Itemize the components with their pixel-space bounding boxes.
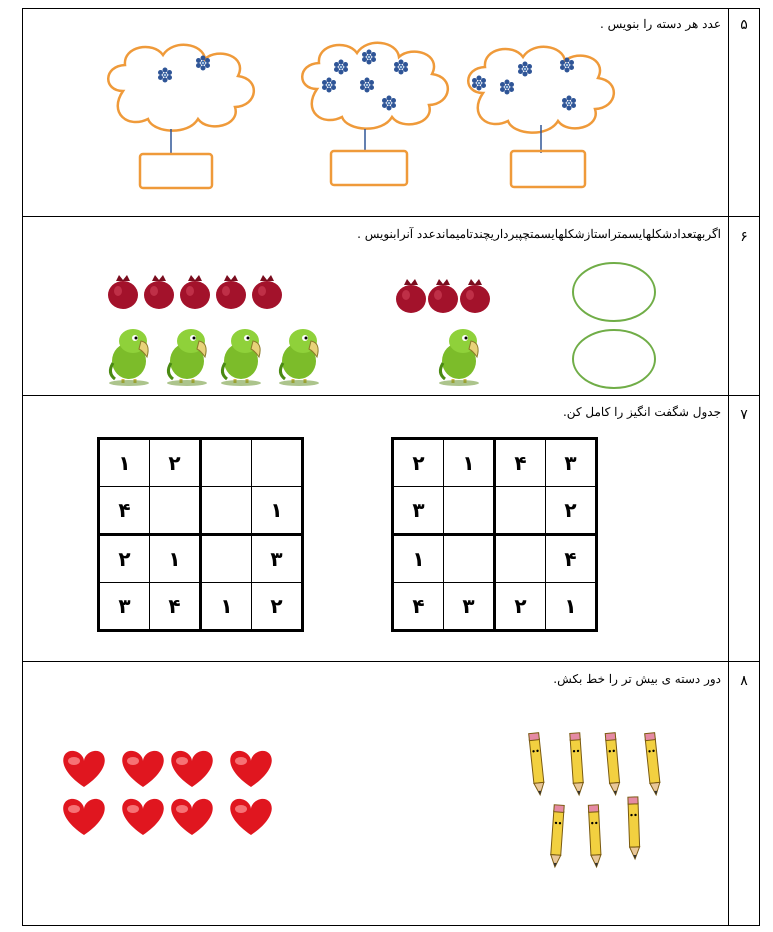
question-text-5: عدد هر دسته را بنویس . bbox=[599, 17, 721, 31]
question-text-8: دور دسته ی بیش تر را خط بکش. bbox=[553, 672, 721, 686]
question-number-5: ۵ bbox=[740, 17, 748, 33]
grid-cell: ۴ bbox=[495, 439, 546, 487]
question-number-8: ۸ bbox=[740, 673, 748, 689]
grid-cell[interactable] bbox=[150, 487, 201, 535]
q5-cloud-3 bbox=[468, 47, 614, 153]
q5-cloud-2 bbox=[302, 43, 448, 151]
grid-cell: ۱ bbox=[201, 583, 252, 631]
grid-cell[interactable] bbox=[495, 487, 546, 535]
question-text-6: اگربهتعدادشکلهایسمتراستازشکلهایسمتچپبرداریچندتامیماندعدد آنرابنویس . bbox=[357, 227, 721, 241]
grid-cell: ۳ bbox=[444, 583, 495, 631]
grid-cell[interactable] bbox=[444, 535, 495, 583]
grid-cell: ۲ bbox=[99, 535, 150, 583]
grid-cell: ۳ bbox=[393, 487, 444, 535]
grid-cell: ۲ bbox=[150, 439, 201, 487]
grid-cell: ۴ bbox=[546, 535, 597, 583]
answer-box-2 bbox=[331, 151, 407, 185]
grid-cell: ۲ bbox=[252, 583, 303, 631]
grid-cell[interactable] bbox=[444, 487, 495, 535]
question-number-6: ۶ bbox=[740, 229, 748, 245]
grid-cell: ۱ bbox=[546, 583, 597, 631]
grid-cell: ۲ bbox=[495, 583, 546, 631]
grid-cell: ۱ bbox=[150, 535, 201, 583]
grid-cell: ۳ bbox=[99, 583, 150, 631]
question-number-column bbox=[728, 9, 759, 925]
sudoku-grid-left bbox=[97, 437, 304, 632]
question-number-7: ۷ bbox=[740, 407, 748, 423]
answer-box-1 bbox=[140, 154, 212, 188]
grid-cell[interactable] bbox=[495, 535, 546, 583]
grid-cell[interactable] bbox=[201, 439, 252, 487]
grid-cell: ۴ bbox=[150, 583, 201, 631]
grid-cell: ۱ bbox=[252, 487, 303, 535]
worksheet bbox=[22, 8, 760, 926]
sudoku-grid-right bbox=[391, 437, 598, 632]
grid-cell[interactable] bbox=[252, 439, 303, 487]
grid-cell: ۱ bbox=[99, 439, 150, 487]
grid-cell: ۳ bbox=[252, 535, 303, 583]
question-text-7: جدول شگفت انگیز را کامل کن. bbox=[562, 405, 721, 419]
answer-box-3 bbox=[511, 151, 585, 187]
grid-cell[interactable] bbox=[201, 487, 252, 535]
q5-cloud-1 bbox=[108, 45, 254, 153]
grid-cell[interactable] bbox=[201, 535, 252, 583]
grid-cell: ۴ bbox=[393, 583, 444, 631]
answer-oval-2 bbox=[573, 330, 655, 388]
grid-cell: ۲ bbox=[393, 439, 444, 487]
grid-cell: ۴ bbox=[99, 487, 150, 535]
grid-cell: ۳ bbox=[546, 439, 597, 487]
answer-oval-1 bbox=[573, 263, 655, 321]
grid-cell: ۲ bbox=[546, 487, 597, 535]
grid-cell: ۱ bbox=[393, 535, 444, 583]
grid-cell: ۱ bbox=[444, 439, 495, 487]
